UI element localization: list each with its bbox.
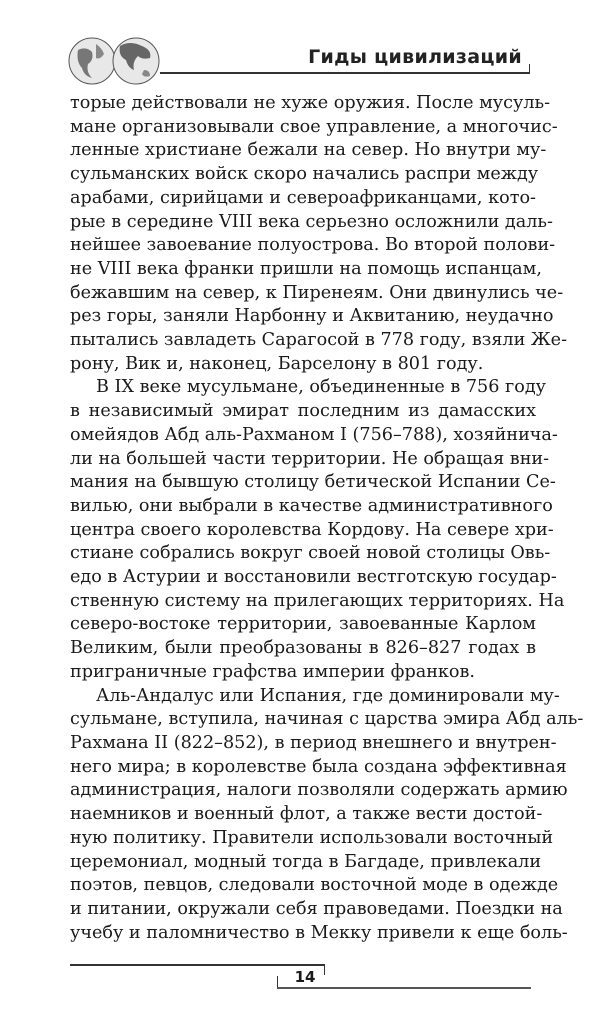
text-line: ственную систему на прилегающих территориях. На [70, 590, 565, 611]
text-line: него мира; в королевстве была создана эффективная [70, 756, 567, 777]
text-line: вилью, они выбрали в качестве административного [70, 495, 553, 516]
text-line: центра своего королевства Кордову. На севере хри- [70, 519, 554, 540]
text-line: не VIII века франки пришли на помощь испанцам, [70, 258, 542, 279]
text-line: Рахмана II (822–852), в период внешнего и внутрен- [70, 732, 557, 753]
text-line: рону, Вик и, наконец, Барселону в 801 году. [70, 353, 484, 374]
text-line: ленные христиане бежали на север. Но внутри му- [70, 140, 547, 161]
footer-rule-right [277, 987, 531, 989]
text-line: церемониал, модный тогда в Багдаде, привлекали [70, 851, 542, 872]
text-line: едо в Астурии и восстановили вестготскую государ- [70, 567, 557, 588]
text-line: торые действовали не хуже оружия. После мусуль- [70, 93, 551, 113]
text-line: сульмане, вступила, начиная с царства эмира Абд аль- [70, 709, 584, 730]
header-rule-tick [529, 64, 530, 74]
text-line: администрация, налоги позволяли содержать армию [70, 780, 568, 801]
text-line: в независимый эмират последним из дамасских [70, 401, 536, 422]
text-line: Великим, были преобразованы в 826–827 годах в [70, 638, 536, 659]
footer-rule-left [70, 964, 325, 966]
text-line: приграничные графства империи франков. [70, 661, 476, 682]
text-line: учебу и паломничество в Мекку привели к еще боль- [70, 922, 568, 943]
text-line: рые в середине VIII века серьезно осложнили даль- [70, 211, 553, 232]
text-line: ли на большей части территории. Не обращая вни- [70, 448, 550, 469]
text-line: поэтов, певцов, следовали восточной моде в одежде [70, 875, 559, 896]
globes-icon [68, 36, 160, 86]
footer-rule-tick [324, 964, 325, 975]
text-line: бежавшим на север, к Пиренеям. Они двинулись че- [70, 282, 564, 303]
text-line: пытались завладеть Сарагосой в 778 году, взяли Же- [70, 330, 568, 351]
text-line: стиане собрались вокруг своей новой столицы Овь- [70, 543, 551, 564]
text-line: и питании, окружали себя правоведами. Поездки на [70, 898, 563, 919]
text-line: Аль-Андалус или Испания, где доминировали му- [96, 685, 560, 706]
text-line: северо-востоке территории, завоеванные Карлом [70, 614, 536, 635]
header-rule [160, 72, 530, 74]
text-line: нейшее завоевание полуострова. Во второй полови- [70, 235, 556, 256]
text-line: В IX веке мусульмане, объединенные в 756 году [96, 377, 547, 398]
text-line: рез горы, заняли Нарбонну и Аквитанию, неудачно [70, 306, 554, 327]
text-line: наемников и военный флот, а также вести достой- [70, 804, 543, 825]
text-line: мания на бывшую столицу бетической Испании Се- [70, 472, 556, 493]
running-header-title: Гиды цивилизаций [308, 46, 522, 68]
text-line: ную политику. Правители использовали восточный [70, 827, 554, 848]
page-body-text [70, 92, 584, 945]
text-line: арабами, сирийцами и североафриканцами, кото- [70, 187, 536, 208]
page-number: 14 [294, 968, 316, 986]
text-line: омейядов Абд аль-Рахманом I (756–788), хозяйнича- [70, 424, 558, 445]
text-line: мане организовывали свое управление, а многочис- [70, 116, 558, 137]
text-line: сульманских войск скоро начались распри между [70, 164, 539, 185]
